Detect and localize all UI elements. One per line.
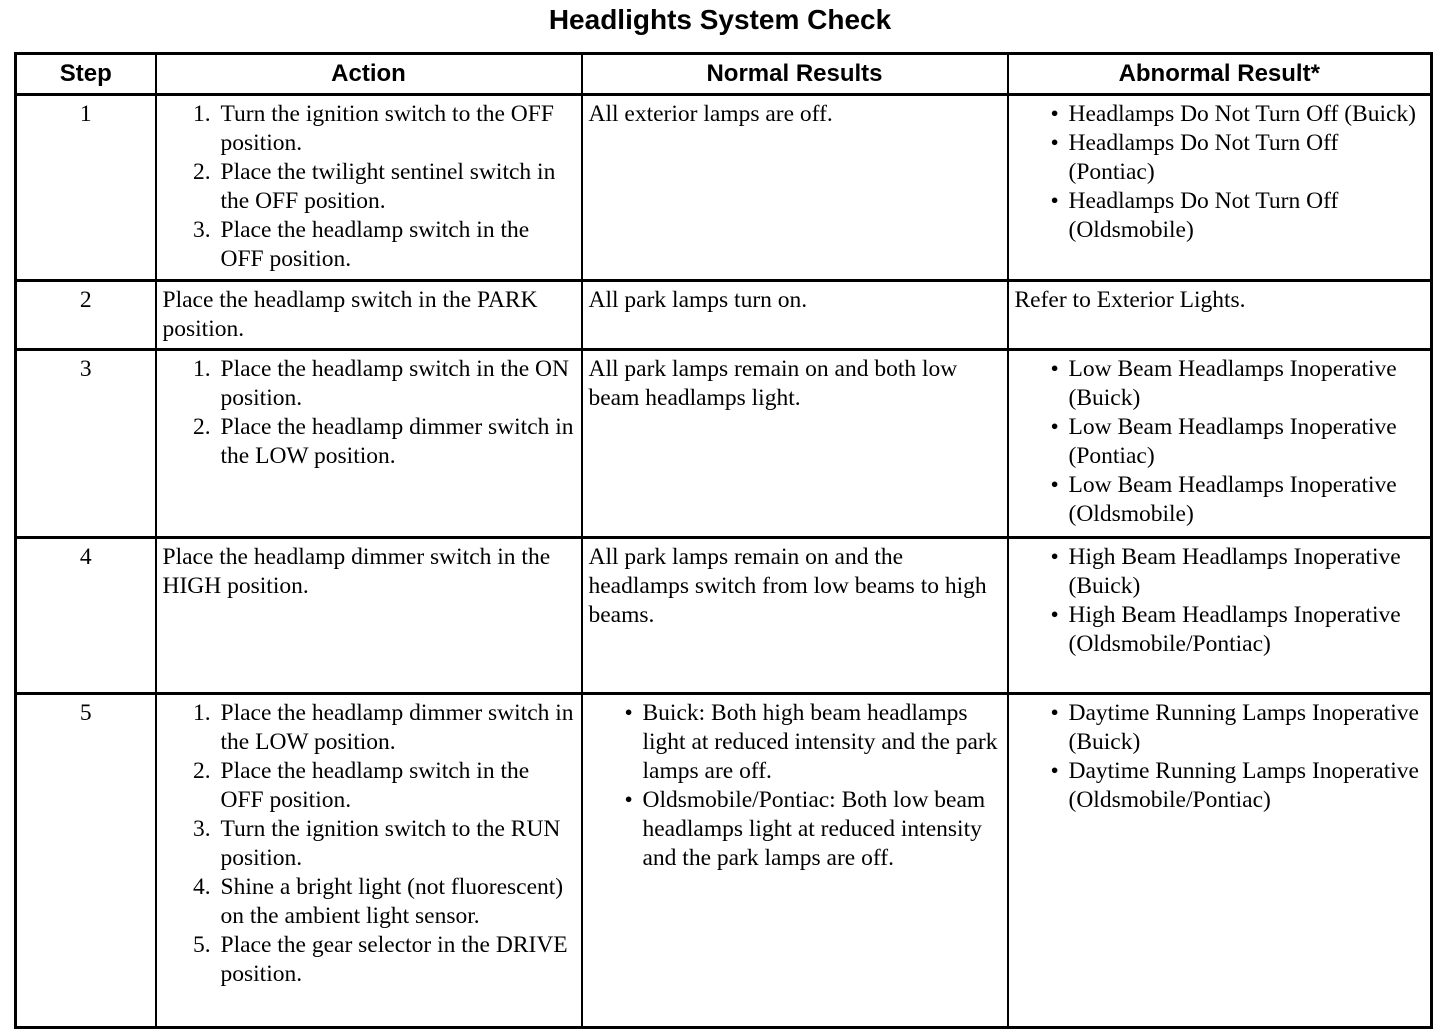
action-cell [156, 281, 582, 350]
abnormal-result-link[interactable]: • High Beam Headlamps Inoperative (Buick) [1069, 543, 1425, 601]
step-number: 3 [16, 350, 156, 538]
abnormal-result-link[interactable]: • Daytime Running Lamps Inoperative (Buick) [1069, 699, 1425, 757]
action-cell [156, 350, 582, 538]
abnormal-result-link[interactable]: • High Beam Headlamps Inoperative (Oldsmobile/Pontiac) [1069, 601, 1425, 659]
action-cell [156, 538, 582, 694]
step-number: 1 [16, 95, 156, 281]
abnormal-result-cell [1008, 281, 1432, 350]
normal-result-cell [582, 538, 1008, 694]
table-row [16, 538, 1432, 694]
column-header-abnormal-result: Abnormal Result* [1008, 54, 1432, 95]
abnormal-result-list [1015, 355, 1425, 529]
abnormal-result-cell [1008, 694, 1432, 1028]
abnormal-result-list [1015, 100, 1425, 245]
normal-result-list [589, 699, 1001, 873]
action-step: 2. Place the headlamp switch in the OFF position. [217, 757, 575, 815]
abnormal-result-list [1015, 699, 1425, 815]
abnormal-result-link[interactable]: • Low Beam Headlamps Inoperative (Oldsmobile) [1069, 471, 1425, 529]
action-step: 5. Place the gear selector in the DRIVE position. [217, 931, 575, 989]
abnormal-result-link[interactable]: Refer to Exterior Lights. [1014, 287, 1246, 313]
action-step: 2. Place the headlamp dimmer switch in the LOW position. [217, 413, 575, 471]
column-header-step: Step [16, 54, 156, 95]
action-steps-list [163, 699, 575, 989]
action-step: 1. Place the headlamp dimmer switch in the LOW position. [217, 699, 575, 757]
normal-result-item: • Buick: Both high beam headlamps light at reduced intensity and the park lamps are off. [643, 699, 1001, 786]
action-cell [156, 95, 582, 281]
normal-result-text: All exterior lamps are off. [588, 101, 833, 127]
page-title: Headlights System Check [548, 4, 892, 35]
table-row [16, 281, 1432, 350]
normal-result-cell [582, 95, 1008, 281]
table-row [16, 350, 1432, 538]
action-step: 2. Place the twilight sentinel switch in the OFF position. [217, 158, 575, 216]
normal-result-text: All park lamps remain on and both low beam headlamps light. [588, 356, 958, 411]
table-row [16, 694, 1432, 1028]
step-number: 5 [16, 694, 156, 1028]
normal-result-cell [582, 694, 1008, 1028]
abnormal-result-link[interactable]: • Headlamps Do Not Turn Off (Buick) [1069, 100, 1425, 129]
action-cell [156, 694, 582, 1028]
abnormal-result-list [1015, 543, 1425, 659]
column-header-normal-results: Normal Results [582, 54, 1008, 95]
abnormal-result-link[interactable]: • Headlamps Do Not Turn Off (Pontiac) [1069, 129, 1425, 187]
action-step: 3. Turn the ignition switch to the RUN position. [217, 815, 575, 873]
action-text: Place the headlamp dimmer switch in the HIGH position. [162, 544, 551, 599]
normal-result-cell [582, 281, 1008, 350]
abnormal-result-link[interactable]: • Low Beam Headlamps Inoperative (Pontiac) [1069, 413, 1425, 471]
action-step: 4. Shine a bright light (not fluorescent) on the ambient light sensor. [217, 873, 575, 931]
action-step: 1. Turn the ignition switch to the OFF position. [217, 100, 575, 158]
step-number: 4 [16, 538, 156, 694]
action-steps-list [163, 100, 575, 274]
abnormal-result-cell [1008, 95, 1432, 281]
normal-result-text: All park lamps remain on and the headlamps switch from low beams to high beams. [588, 544, 987, 628]
action-steps-list [163, 355, 575, 471]
action-step: 3. Place the headlamp switch in the OFF position. [217, 216, 575, 274]
action-text: Place the headlamp switch in the PARK position. [162, 287, 538, 342]
normal-result-item: • Oldsmobile/Pontiac: Both low beam headlamps light at reduced intensity and the park lamps are off. [643, 786, 1001, 873]
column-header-action: Action [156, 54, 582, 95]
abnormal-result-link[interactable]: • Low Beam Headlamps Inoperative (Buick) [1069, 355, 1425, 413]
table-row [16, 95, 1432, 281]
abnormal-result-cell [1008, 538, 1432, 694]
action-step: 1. Place the headlamp switch in the ON position. [217, 355, 575, 413]
abnormal-result-link[interactable]: • Headlamps Do Not Turn Off (Oldsmobile) [1069, 187, 1425, 245]
normal-result-cell [582, 350, 1008, 538]
headlights-check-table [14, 52, 1433, 1029]
table-header-row [16, 54, 1432, 95]
abnormal-result-link[interactable]: • Daytime Running Lamps Inoperative (Oldsmobile/Pontiac) [1069, 757, 1425, 815]
step-number: 2 [16, 281, 156, 350]
abnormal-result-cell [1008, 350, 1432, 538]
normal-result-text: All park lamps turn on. [588, 287, 808, 313]
